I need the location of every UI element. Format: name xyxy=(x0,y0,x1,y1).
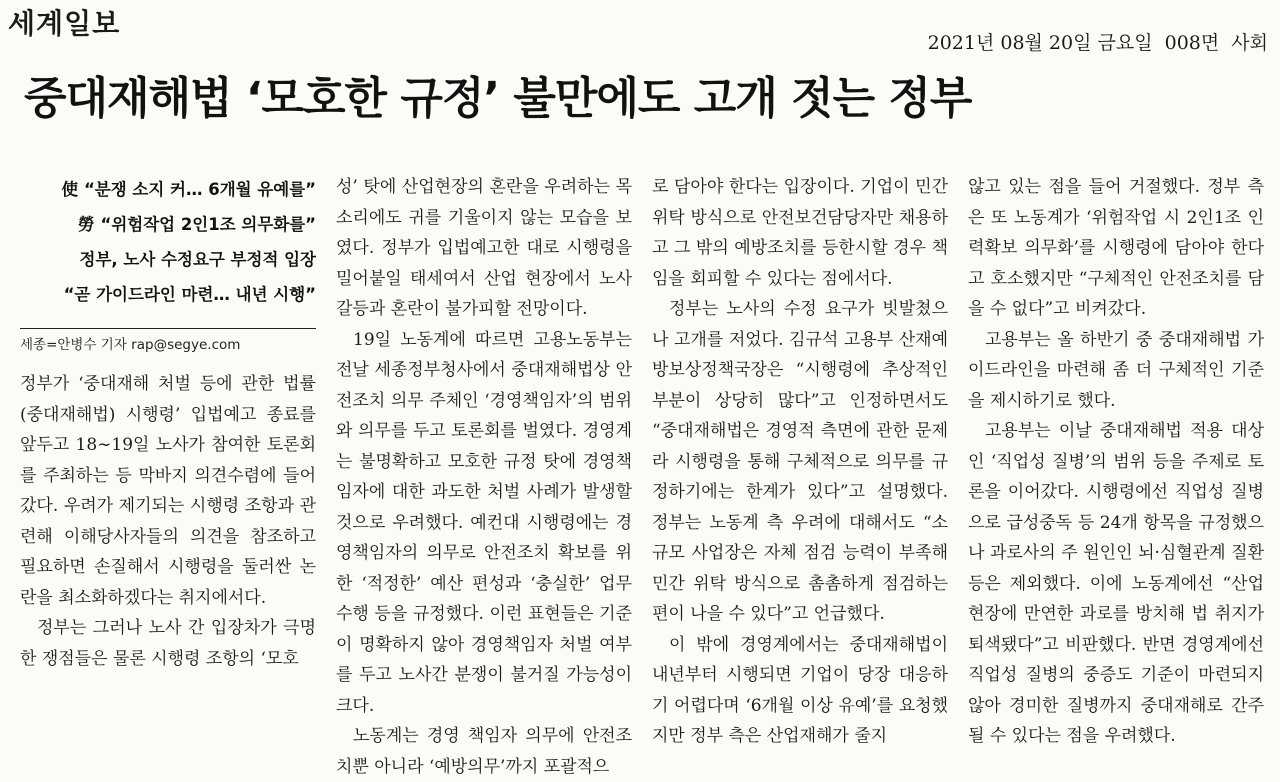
paragraph: 이 밖에 경영계에서는 중대재해법이 내년부터 시행되면 기업이 당장 대응하기 어렵다며 ‘6개월 이상 유예’를 요청했지만 정부 측은 산업재해가 줄지 xyxy=(652,634,948,746)
subheadline-text: 정부, 노사 수정요구 부정적 입장 xyxy=(79,250,316,269)
paragraph: 정부가 ‘중대재해 처벌 등에 관한 법률(중대재해법) 시행령’ 입법예고 종료를 앞두고 18∼19일 노사가 참여한 토론회를 주최하는 등 막바지 의견수렴에 들어갔다. 우려가 제기되는 시행령 조항과 관련해 이해당사자들의 의견을 참조하고 필요하면 손질해서 시행령을 둘러싼 논란을 최소화하겠다는 취지에서다. xyxy=(20,374,316,608)
dateline xyxy=(922,28,1268,55)
subheadline-text: “분쟁 소지 커… 6개월 유예를” xyxy=(83,180,316,199)
paragraph: 고용부는 이날 중대재해법 적용 대상인 ‘직업성 질병’의 범위 등을 주제로 토론을 이어갔다. 시행령에선 직업성 질병으로 급성중독 등 24개 항목을 규정했으나 과로사의 주 원인인 뇌·심혈관계 질환 등은 제외했다. 이에 노동계에선 “산업 현장에 만연한 과로를 방치해 법 취지가 퇴색됐다”고 비판했다. 반면 경영계에선 직업성 질병의 중증도 기준이 마련되지 않아 경미한 질병까지 중대재해로 간주될 수 있다는 점을 우려했다. xyxy=(968,421,1264,746)
paragraph: 않고 있는 점을 들어 거절했다. 정부 측은 또 노동계가 ‘위험작업 시 2인1조 인력확보 의무화’를 시행령에 담아야 한다고 호소했지만 “구체적인 안전조치를 담을 수 없다”고 비켜갔다. xyxy=(968,177,1264,319)
paragraph: 고용부는 올 하반기 중 중대재해법 가이드라인을 마련해 좀 더 구체적인 기준을 제시하기로 했다. xyxy=(968,329,1264,411)
subheadline-labor xyxy=(20,207,316,242)
article-headline: 중대재해법 ‘모호한 규정’ 불만에도 고개 젓는 정부 xyxy=(24,73,972,124)
subheadline-text: “위험작업 2인1조 의무화를” xyxy=(100,215,316,234)
paragraph: 성’ 탓에 산업현장의 혼란을 우려하는 목소리에도 귀를 기울이지 않는 모습을 보였다. 정부가 입법예고한 대로 시행령을 밀어붙일 태세여서 산업 현장에서 노사 갈등과 혼란이 불가피할 전망이다. xyxy=(336,177,632,319)
subheadline-tag: 使 xyxy=(61,180,78,199)
subheadlines xyxy=(20,172,316,328)
subheadline-tag: 勞 xyxy=(77,215,95,234)
subheadline-government xyxy=(20,242,316,277)
article-column-2 xyxy=(336,172,632,782)
subheadline-text: “곧 가이드라인 마련… 내년 시행” xyxy=(63,285,316,304)
paragraph: 정부는 노사의 수정 요구가 빗발쳤으나 고개를 저었다. 김규석 고용부 산재예방보상정책국장은 “시행령에 추상적인 부분이 상당히 많다”고 인정하면서도 “중대재해법은 경영적 측면에 관한 문제라 시행령을 통해 구체적으로 의무를 규정하기에는 한계가 있다”고 설명했다. 정부는 노동계 측 우려에 대해서도 “소규모 사업장은 자체 점검 능력이 부족해 민간 위탁 방식으로 촘촘하게 점검하는 편이 나을 수 있다”고 언급했다. xyxy=(652,299,948,624)
section-name: 사회 xyxy=(1231,32,1268,54)
paragraph: 정부는 그러나 노사 간 입장차가 극명한 쟁점들은 물론 시행령 조항의 ‘모호 xyxy=(20,618,316,669)
subheadline-guideline xyxy=(20,277,316,312)
paragraph: 로 담아야 한다는 입장이다. 기업이 민간 위탁 방식으로 안전보건담당자만 채용하고 그 밖의 예방조치를 등한시할 경우 책임을 회피할 수 있다는 점에서다. xyxy=(652,177,948,289)
article-column-1 xyxy=(20,172,316,674)
byline-divider xyxy=(20,328,316,329)
subheadline-employer xyxy=(20,172,316,207)
newspaper-masthead: 세계일보 xyxy=(8,7,121,40)
page-number: 008면 xyxy=(1164,32,1220,54)
byline: 세종=안병수 기자 rap@segye.com xyxy=(20,337,241,353)
article-column-3 xyxy=(652,172,948,752)
paragraph: 19일 노동계에 따르면 고용노동부는 전날 세종정부청사에서 중대재해법상 안전조치 의무 주체인 ‘경영책임자’의 범위와 의무를 두고 토론회를 벌였다. 경영계는 불명확하고 모호한 규정 탓에 경영책임자에 대한 과도한 처벌 사례가 발생할 것으로 우려했다. 예컨대 시행령에는 경영책임자의 의무로 안전조치 확보를 위한 ‘적정한’ 예산 편성과 ‘충실한’ 업무 수행 등을 규정했다. 이런 표현들은 기준이 명확하지 않아 경영책임자 처벌 여부를 두고 노사간 분쟁이 불거질 가능성이 크다. xyxy=(336,329,632,716)
paragraph: 노동계는 경영 책임자 의무에 안전조치뿐 아니라 ‘예방의무’까지 포괄적으 xyxy=(336,726,632,777)
issue-date: 2021년 08월 20일 금요일 xyxy=(927,32,1153,54)
article-column-4 xyxy=(968,172,1264,752)
